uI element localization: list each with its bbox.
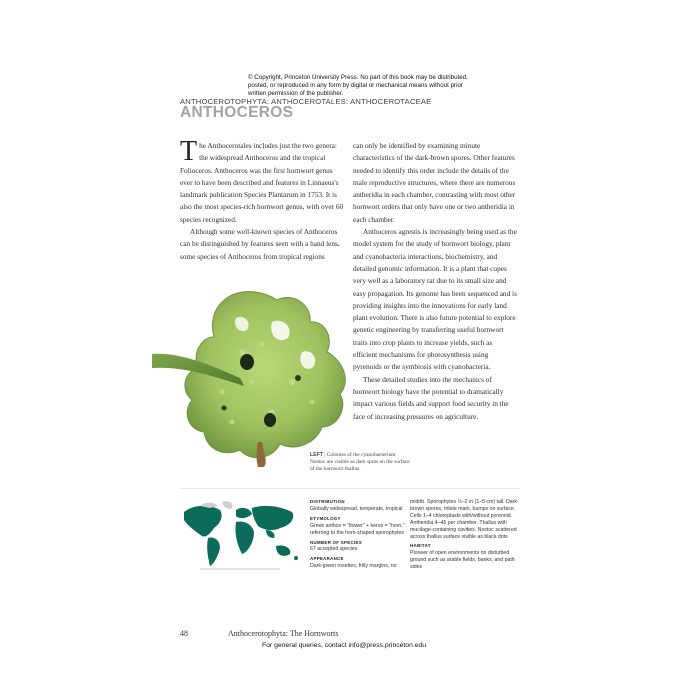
distribution-label: DISTRIBUTION [310,499,345,504]
page-number: 48 [180,629,188,638]
species-count-value: 67 accepted species [310,546,358,553]
appearance-label: APPEARANCE [310,556,344,562]
etymology-label: ETYMOLOGY [310,515,341,521]
species-count-label: NUMBER OF SPECIES [310,539,362,545]
section-divider [180,488,520,489]
body-column-left [180,136,345,263]
paragraph-identification: Although some well-known species of Anthoceros can be distinguished by features seen with a hand lens, some species of Anthoceros from tropical regions [180,227,340,261]
copyright-notice: © Copyright, Princeton University Press. No part of this book may be distributed, posted, or reproduced in any form by digital or mechanical means without prior written permission of the publisher. [248,74,468,97]
hornwort-thallus-photo [152,282,372,467]
running-head: Anthocerotophyta: The Hornworts [228,629,339,638]
appearance-value-continued: midrib. Sporophytes ½–2 in (1–5 cm) tall. Dark-brown spores, trilete mark, bumps on surface. Cells 1–4 chloroplasts with/without pyrenoid. Antheridia 4–45 per chamber. Thallus with mucilage-containing cavities. Nostoc scattered across thallus surface visible as black dots [410,499,519,540]
appearance-value: Dark-green rosettes, frilly margins, no [310,563,397,570]
distribution-world-map [180,498,302,570]
drop-cap: T [180,136,198,167]
paragraph-impact: These detailed studies into the mechanics of hornwort biology have the potential to dramatically impact various fields and support food security in the face of increasing pressures on agriculture. [353,374,509,421]
intro-text: he Anthocerotales includes just the two genera: the widespread Anthoceros and the tropical Folioceros. Anthoceros was the first hornwort genus ever to have been described and features in Linnaeus's landmark publication Species Plantarum in 1753. It is also the most species-rich hornwort genus, with over 60 species recognized. [180,141,344,224]
genus-title: ANTHOCEROS [180,104,294,121]
photo-caption [310,452,410,473]
paragraph-continuation: can only be identified by examining minute characteristics of the dark-brown spores. Other features needed to identify this order include the details of the male reproductive structures, where there are numerous antheridia in each chamber, contrasting with most other hornwort orders that only have one or two antheridia in each chamber. [353,141,516,224]
intro-paragraph [180,136,345,226]
caption-label: LEFT [310,452,323,458]
taxonomy-classification: ANTHOCEROTOPHYTA: ANTHOCEROTALES: ANTHOCEROTACEAE [180,97,432,106]
contact-notice: For general queries, contact info@press.princeton.edu [262,642,427,649]
habitat-value: Pioneer of open environments on disturbed ground such as arable fields, banks, and path sides [410,550,515,571]
habitat-label: HABITAT [410,543,431,549]
facts-column-left [310,499,405,570]
facts-column-right [410,499,520,571]
distribution-value: Globally widespread, temperate, tropical [310,505,403,512]
body-column-right [353,140,518,423]
caption-separator: | [324,452,326,458]
etymology-value: Greek anthos = "flower" + keros = "horn," referring to the horn-shaped sporophytes [310,522,405,536]
caption-text: Colonies of the cyanobacterium Nostoc are visible as dark spots on the surface of the hornwort thallus. [310,452,410,472]
paragraph-model-system: Anthoceros agrestis is increasingly being used as the model system for the study of hornwort biology, plant and cyanobacteria interactions, biochemistry, and detailed genomic information. It is a plant that copes very well as a laboratory rat due to its small size and easy propagation. Its genome has been sequenced and is providing insights into the innovations for early land plant evolution. There is also future potential to explore genetic engineering by transferring useful hornwort traits into crop plants to increase yields, such as efficient mechanisms for photosynthesis using pyrenoids or the symbiosis with cyanobacteria. [353,227,517,372]
